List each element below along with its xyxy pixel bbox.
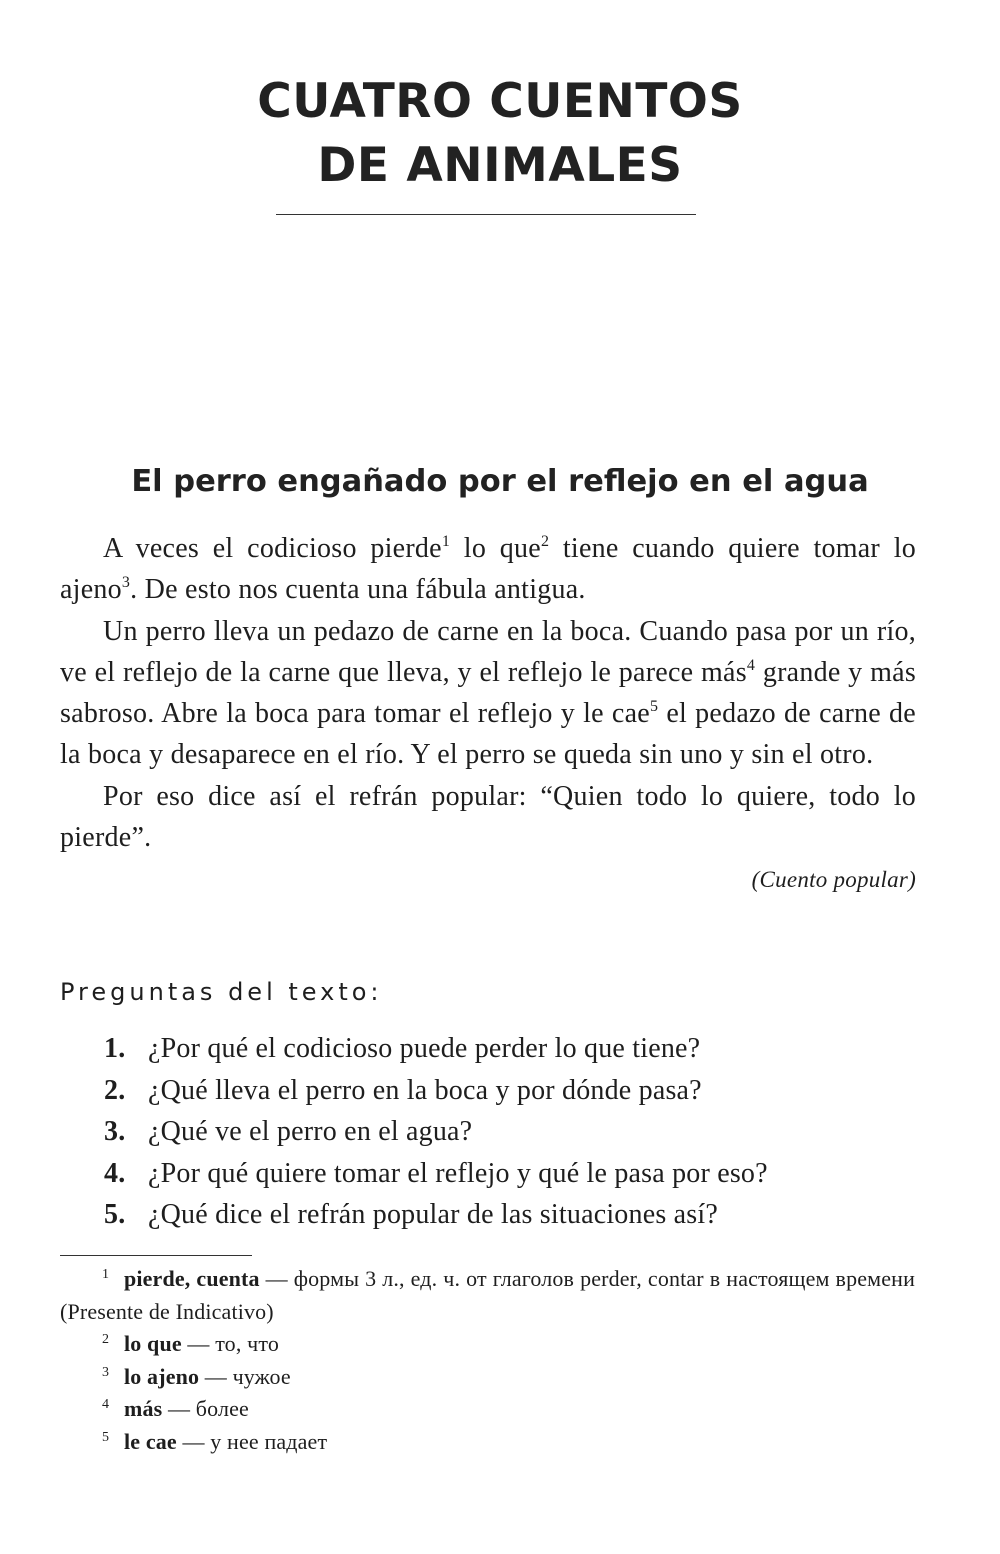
footnote-ref-5: 5 [649,698,659,716]
footnote-text: — то, что [181,1331,279,1356]
footnote-term: pierde, cuenta [124,1266,260,1291]
chapter-title-line-2: DE ANIMALES [317,138,683,193]
text-run: A veces el codicioso pierde [103,533,442,564]
text-run: . De esto nos cuenta una fábula antigua. [130,574,586,606]
chapter-title [0,70,1000,198]
footnote: 4 más — более [102,1396,249,1421]
footnote-term: más [124,1396,163,1421]
story-paragraph-3: Por eso dice así el refrán popular: “Quien todo lo quiere, todo lo pierde”. [60,780,916,854]
footnote: 5 le cae — у нее падает [102,1428,328,1454]
story-paragraph-2 [60,611,916,776]
footnote-ref-2: 2 [540,533,550,550]
footnote-text: — у нее падает [176,1428,328,1454]
footnote-ref-4: 4 [746,656,756,674]
question-text: ¿Por qué el codicioso puede perder lo que tiene? [148,1033,701,1064]
footnote: 3 lo ajeno — чужое [102,1363,291,1389]
footnote-text: — чужое [199,1363,291,1389]
question-number: 1. [104,1033,126,1064]
question-item [104,1194,768,1236]
text-run: tiene cuando quiere tomar lo ajeno [60,533,916,606]
chapter-title-line-1: CUATRO CUENTOS [257,74,743,129]
story-text [60,528,916,898]
footnote-text: — более [162,1396,249,1421]
question-text: ¿Por qué quiere tomar el reflejo y qué le pasa por eso? [148,1157,768,1189]
question-text: ¿Qué ve el perro en el agua? [148,1116,473,1147]
footnotes [60,1263,915,1458]
footnote-divider [60,1255,252,1256]
question-number: 2. [104,1074,126,1106]
text-run: el pedazo de carne de la boca y desaparece en el río. Y el perro se queda sin uno y sin el otro. [60,698,916,771]
footnote-ref-1: 1 [441,533,451,550]
footnote-term: lo ajeno [124,1363,200,1389]
question-number: 3. [104,1116,126,1147]
question-item [104,1153,768,1195]
question-number: 4. [104,1157,126,1189]
question-item [104,1028,768,1070]
footnote-text: — формы 3 л., ед. ч. от глаголов perder, contar в настоящем времени (Presente de Indicativo) [60,1266,915,1324]
story-title: El perro engañado por el reflejo en el agua [131,464,869,499]
footnote-ref-3: 3 [121,574,131,592]
questions-heading: Preguntas del texto: [60,978,383,1006]
title-divider [276,214,696,215]
text-run: grande y más sabroso. Abre la boca para tomar el reflejo y le cae [60,656,916,730]
footnote-term: lo que [124,1331,182,1356]
story-source: (Cuento popular) [751,867,916,893]
story-paragraph-1 [60,528,916,611]
question-number: 5. [104,1199,126,1230]
footnote-term: le cae [124,1428,177,1454]
text-run: Un perro lleva un pedazo de carne en la boca. Cuando pasa por un río, ve el reflejo de la carne que lleva, y el reflejo le parece más [60,615,916,688]
question-item [104,1070,768,1112]
question-text: ¿Qué lleva el perro en la boca y por dónde pasa? [148,1074,702,1106]
questions-list [104,1028,768,1236]
footnote: 1 pierde, cuenta — формы 3 л., ед. ч. от глаголов perder, contar в настоящем времени (Presente de Indicativo) [60,1266,915,1324]
footnote: 2 lo que — то, что [102,1331,279,1356]
text-run: lo que [450,533,541,564]
question-item [104,1111,768,1153]
question-text: ¿Qué dice el refrán popular de las situaciones así? [148,1199,718,1230]
